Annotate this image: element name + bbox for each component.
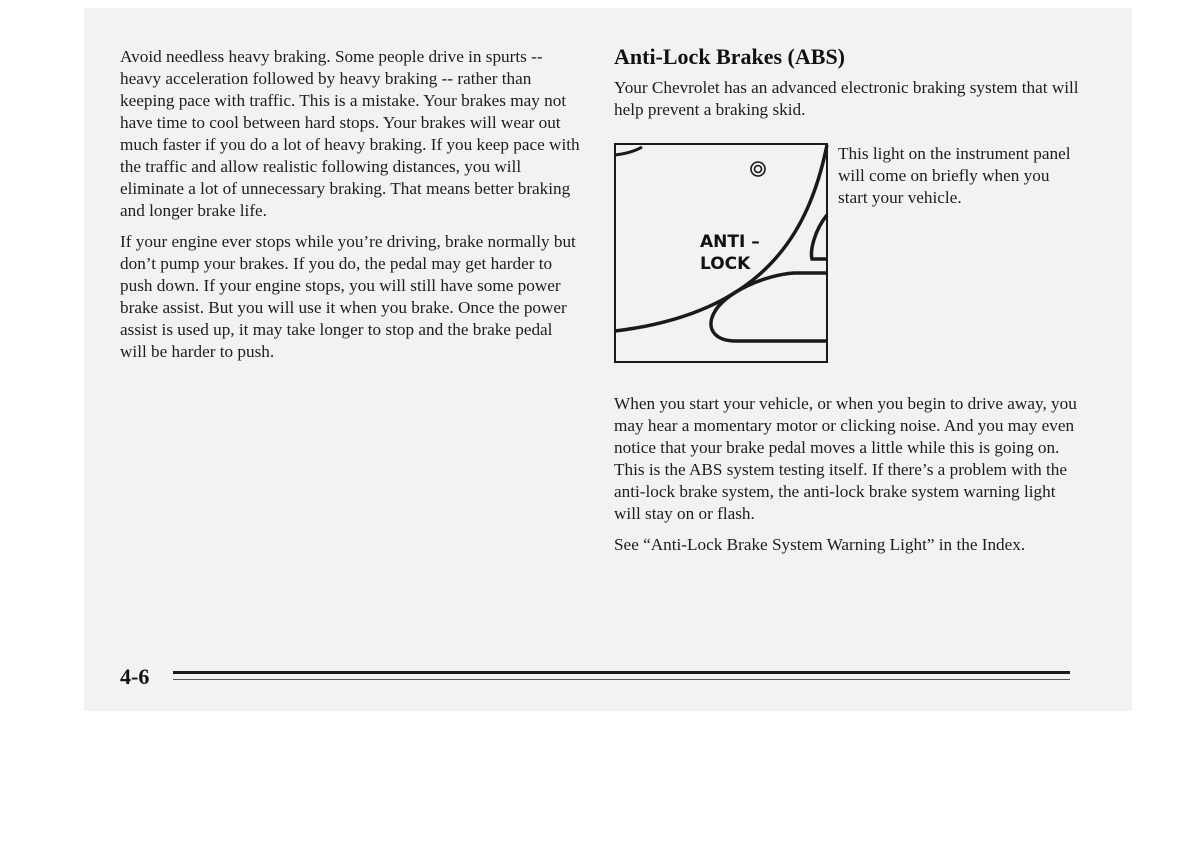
paragraph-see-index: See “Anti-Lock Brake System Warning Light” in the Index.	[614, 535, 1026, 554]
footer-rule-thin	[173, 679, 1070, 680]
left-column	[120, 46, 580, 372]
anti-lock-label-line1: ANTI –	[700, 232, 760, 252]
abs-intro-paragraph: Your Chevrolet has an advanced electronic braking system that will help prevent a braking skid.	[614, 78, 1079, 119]
footer-rule-thick	[173, 671, 1070, 674]
right-column	[614, 43, 1084, 121]
paragraph-abs-self-test: When you start your vehicle, or when you begin to drive away, you may hear a momentary motor or clicking noise. And you may even notice that your brake pedal moves a little while this is going on. This is the ABS system testing itself. If there’s a problem with the anti-lock brake system, the anti-lock brake system warning light will stay on or flash.	[614, 394, 1077, 523]
page-footer	[120, 662, 1070, 692]
abs-warning-light-icon	[614, 143, 830, 365]
paragraph-heavy-braking: Avoid needless heavy braking. Some people drive in spurts -- heavy acceleration followed by heavy braking -- rather than keeping pace with traffic. This is a mistake. Your brakes may not have time to cool between hard stops. Your brakes will wear out much faster if you do a lot of heavy braking. If you keep pace with the traffic and allow realistic following distances, you will eliminate a lot of unnecessary braking. That means better braking and longer brake life.	[120, 47, 580, 220]
abs-figure-row	[614, 143, 1084, 367]
paragraph-engine-stops: If your engine ever stops while you’re driving, brake normally but don’t pump your brakes. If you do, the pedal may get harder to push down. If your engine stops, you will still have some power brake assist. But you will use it when you brake. Once the power assist is used up, it may take longer to stop and the brake pedal will be harder to push.	[120, 232, 576, 361]
figure-caption: This light on the instrument panel will come on briefly when you start your vehicle.	[838, 144, 1071, 207]
page-number: 4-6	[120, 664, 150, 689]
anti-lock-label-line2: LOCK	[700, 254, 751, 274]
abs-details	[614, 393, 1084, 565]
section-heading: Anti-Lock Brakes (ABS)	[614, 44, 846, 69]
